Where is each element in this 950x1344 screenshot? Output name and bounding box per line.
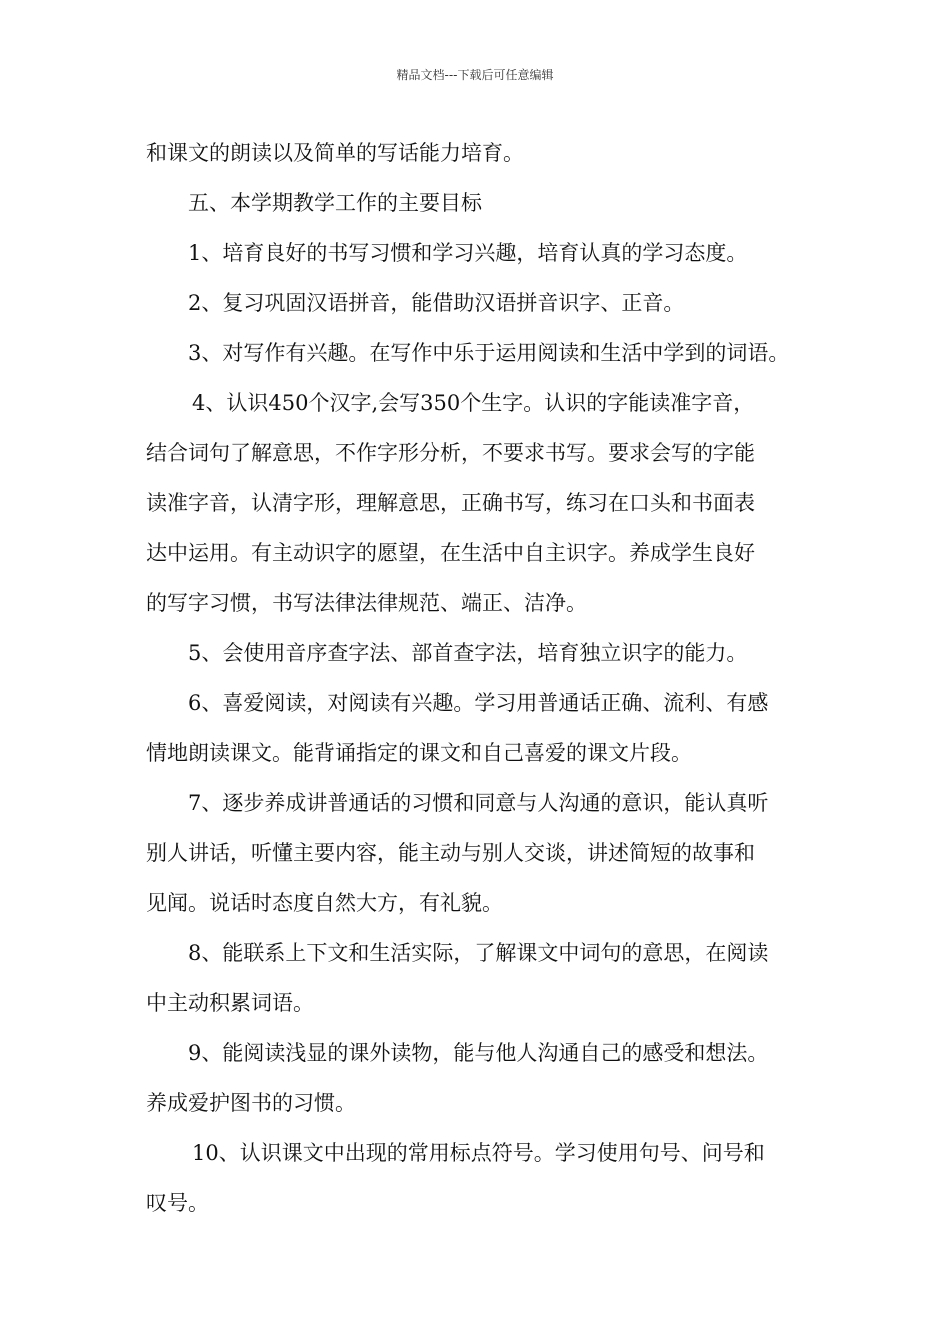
text-line: 8、能联系上下文和生活实际，了解课文中词句的意思，在阅读 <box>188 941 769 965</box>
section-heading: 五、本学期教学工作的主要目标 <box>188 191 482 215</box>
text-line: 3、对写作有兴趣。在写作中乐于运用阅读和生活中学到的词语。 <box>188 341 790 365</box>
text-line: 中主动积累词语。 <box>146 991 314 1015</box>
text-line: 9、能阅读浅显的课外读物，能与他人沟通自己的感受和想法。 <box>188 1041 769 1065</box>
text-line: 读准字音，认清字形，理解意思，正确书写，练习在口头和书面表 <box>146 491 755 515</box>
text-line: 4、认识450个汉字,会写350个生字。认识的字能读准字音， <box>192 391 755 415</box>
text-line: 叹号。 <box>146 1191 209 1215</box>
text-line: 2、复习巩固汉语拼音，能借助汉语拼音识字、正音。 <box>188 291 685 315</box>
text-line: 的写字习惯，书写法律法律规范、端正、洁净。 <box>146 591 587 615</box>
text-line: 10、认识课文中出现的常用标点符号。学习使用句号、问号和 <box>192 1141 765 1165</box>
document-body <box>146 128 816 1228</box>
text-line: 养成爱护图书的习惯。 <box>146 1091 356 1115</box>
text-line: 7、逐步养成讲普通话的习惯和同意与人沟通的意识，能认真听 <box>188 791 769 815</box>
text-line: 和课文的朗读以及简单的写话能力培育。 <box>146 141 524 165</box>
text-line: 6、喜爱阅读，对阅读有兴趣。学习用普通话正确、流利、有感 <box>188 691 769 715</box>
text-line: 情地朗读课文。能背诵指定的课文和自己喜爱的课文片段。 <box>146 741 692 765</box>
text-line: 见闻。说话时态度自然大方，有礼貌。 <box>146 891 503 915</box>
text-line: 别人讲话，听懂主要内容，能主动与别人交谈，讲述简短的故事和 <box>146 841 755 865</box>
text-line: 5、会使用音序查字法、部首查字法，培育独立识字的能力。 <box>188 641 748 665</box>
text-line: 1、培育良好的书写习惯和学习兴趣，培育认真的学习态度。 <box>188 241 748 265</box>
text-line: 结合词句了解意思，不作字形分析，不要求书写。要求会写的字能 <box>146 441 755 465</box>
page-header: 精品文档---下载后可任意编辑 <box>396 68 554 82</box>
text-line: 达中运用。有主动识字的愿望，在生活中自主识字。养成学生良好 <box>146 541 755 565</box>
